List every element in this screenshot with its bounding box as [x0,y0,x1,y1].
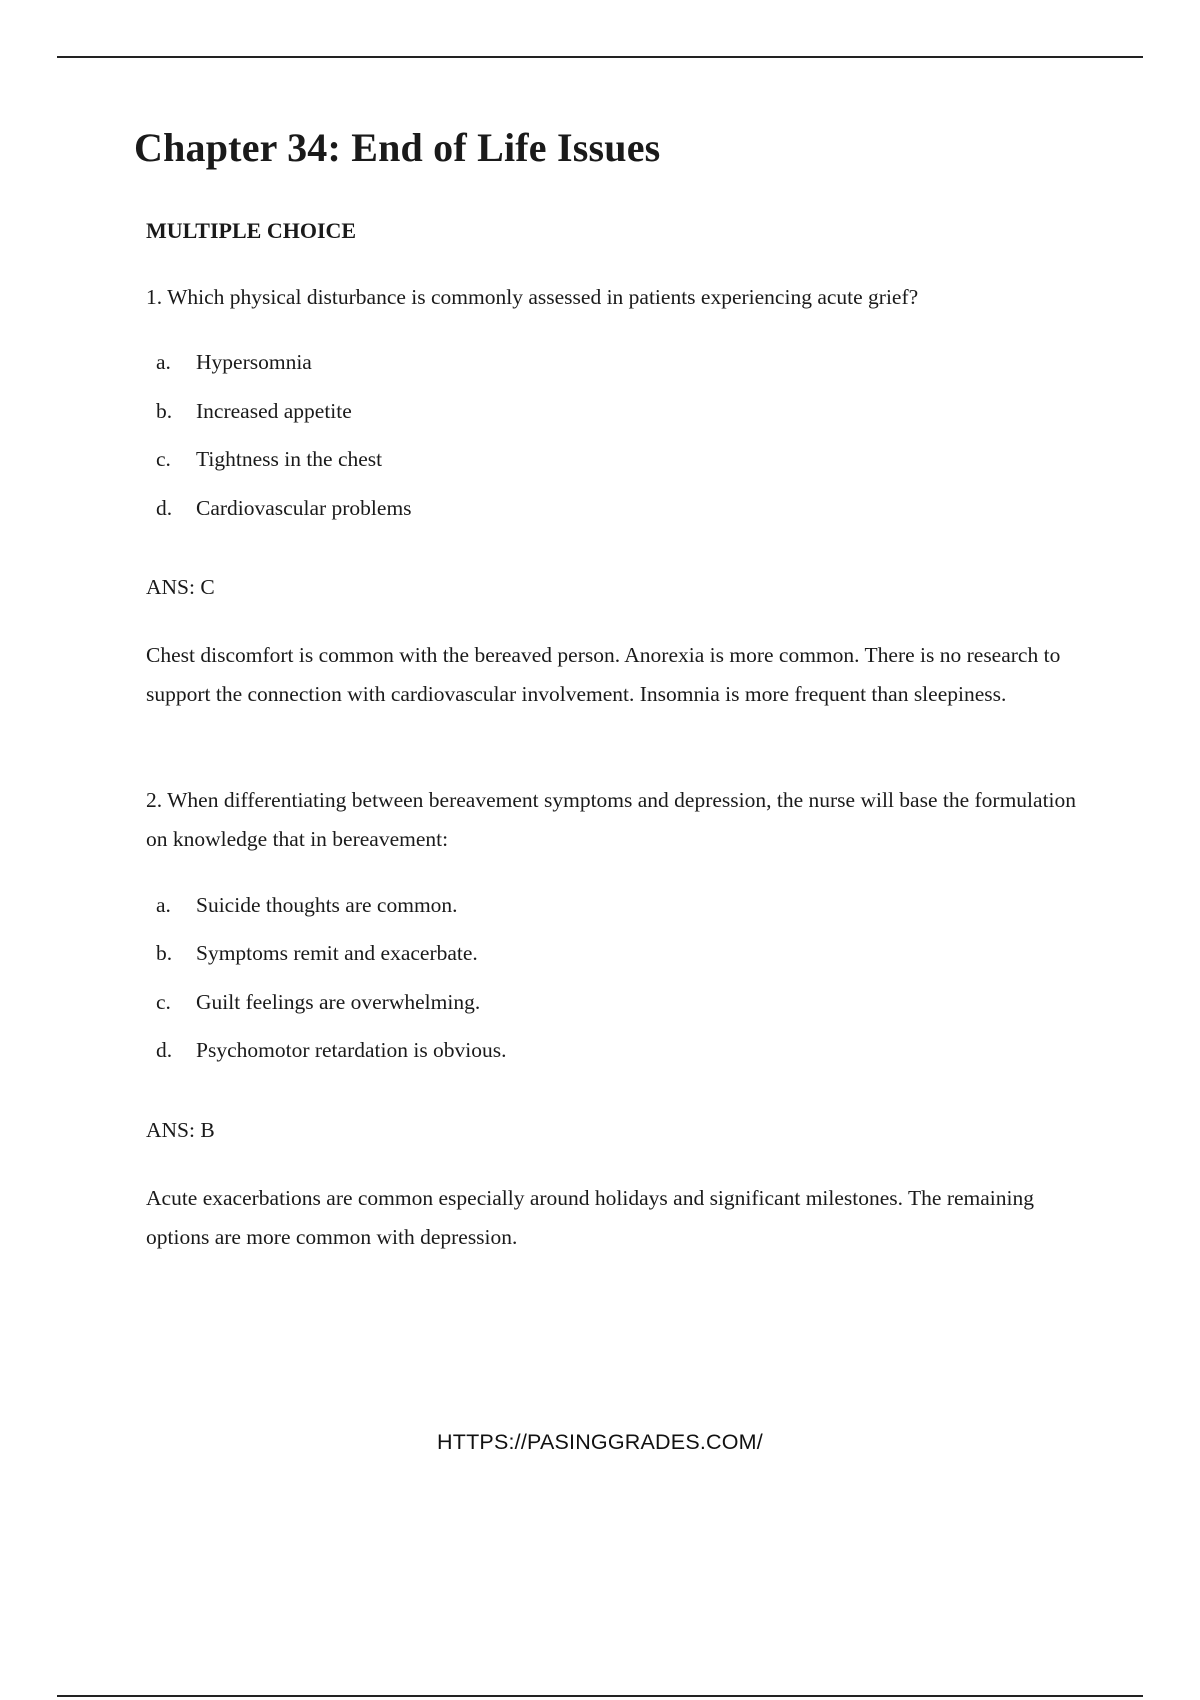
bottom-divider [57,1695,1143,1697]
option-text: Symptoms remit and exacerbate. [196,941,478,965]
question-1-option-d [156,496,412,522]
question-2-rationale: Acute exacerbations are common especially around holidays and significant milestones. The remaining options are more common with depression. [146,1186,1034,1249]
option-letter: d. [156,496,173,520]
option-text: Cardiovascular problems [196,496,412,520]
option-text: Psychomotor retardation is obvious. [196,1038,507,1062]
option-text: Tightness in the chest [196,447,383,471]
option-text: Hypersomnia [196,350,312,374]
question-2-option-b [156,941,478,967]
footer-url: HTTPS://PASINGGRADES.COM/ [437,1430,763,1454]
option-text: Guilt feelings are overwhelming. [196,990,481,1014]
option-letter: b. [156,941,173,965]
question-1-stem: 1. Which physical disturbance is commonly assessed in patients experiencing acute grief? [146,285,919,309]
option-letter: a. [156,893,171,917]
option-letter: c. [156,990,171,1014]
section-heading: MULTIPLE CHOICE [146,218,357,243]
question-2-answer: ANS: B [146,1118,215,1142]
question-2-option-c [156,990,480,1016]
option-text: Suicide thoughts are common. [196,893,458,917]
option-letter: c. [156,447,171,471]
top-divider [57,56,1143,58]
option-text: Increased appetite [196,399,352,423]
option-letter: a. [156,350,171,374]
question-1-option-b [156,399,352,425]
question-1-rationale: Chest discomfort is common with the bereaved person. Anorexia is more common. There is no research to support the connection with cardiovascular involvement. Insomnia is more frequent than sleepiness. [146,643,1061,706]
question-1-option-a [156,350,312,376]
question-1-answer: ANS: C [146,575,215,599]
chapter-title: Chapter 34: End of Life Issues [134,125,661,170]
question-2-stem: 2. When differentiating between bereavement symptoms and depression, the nurse will base the formulation on knowledge that in bereavement: [146,788,1077,851]
option-letter: d. [156,1038,173,1062]
question-1-option-c [156,447,382,473]
option-letter: b. [156,399,173,423]
question-2-option-d [156,1038,507,1064]
question-2-option-a [156,893,458,919]
